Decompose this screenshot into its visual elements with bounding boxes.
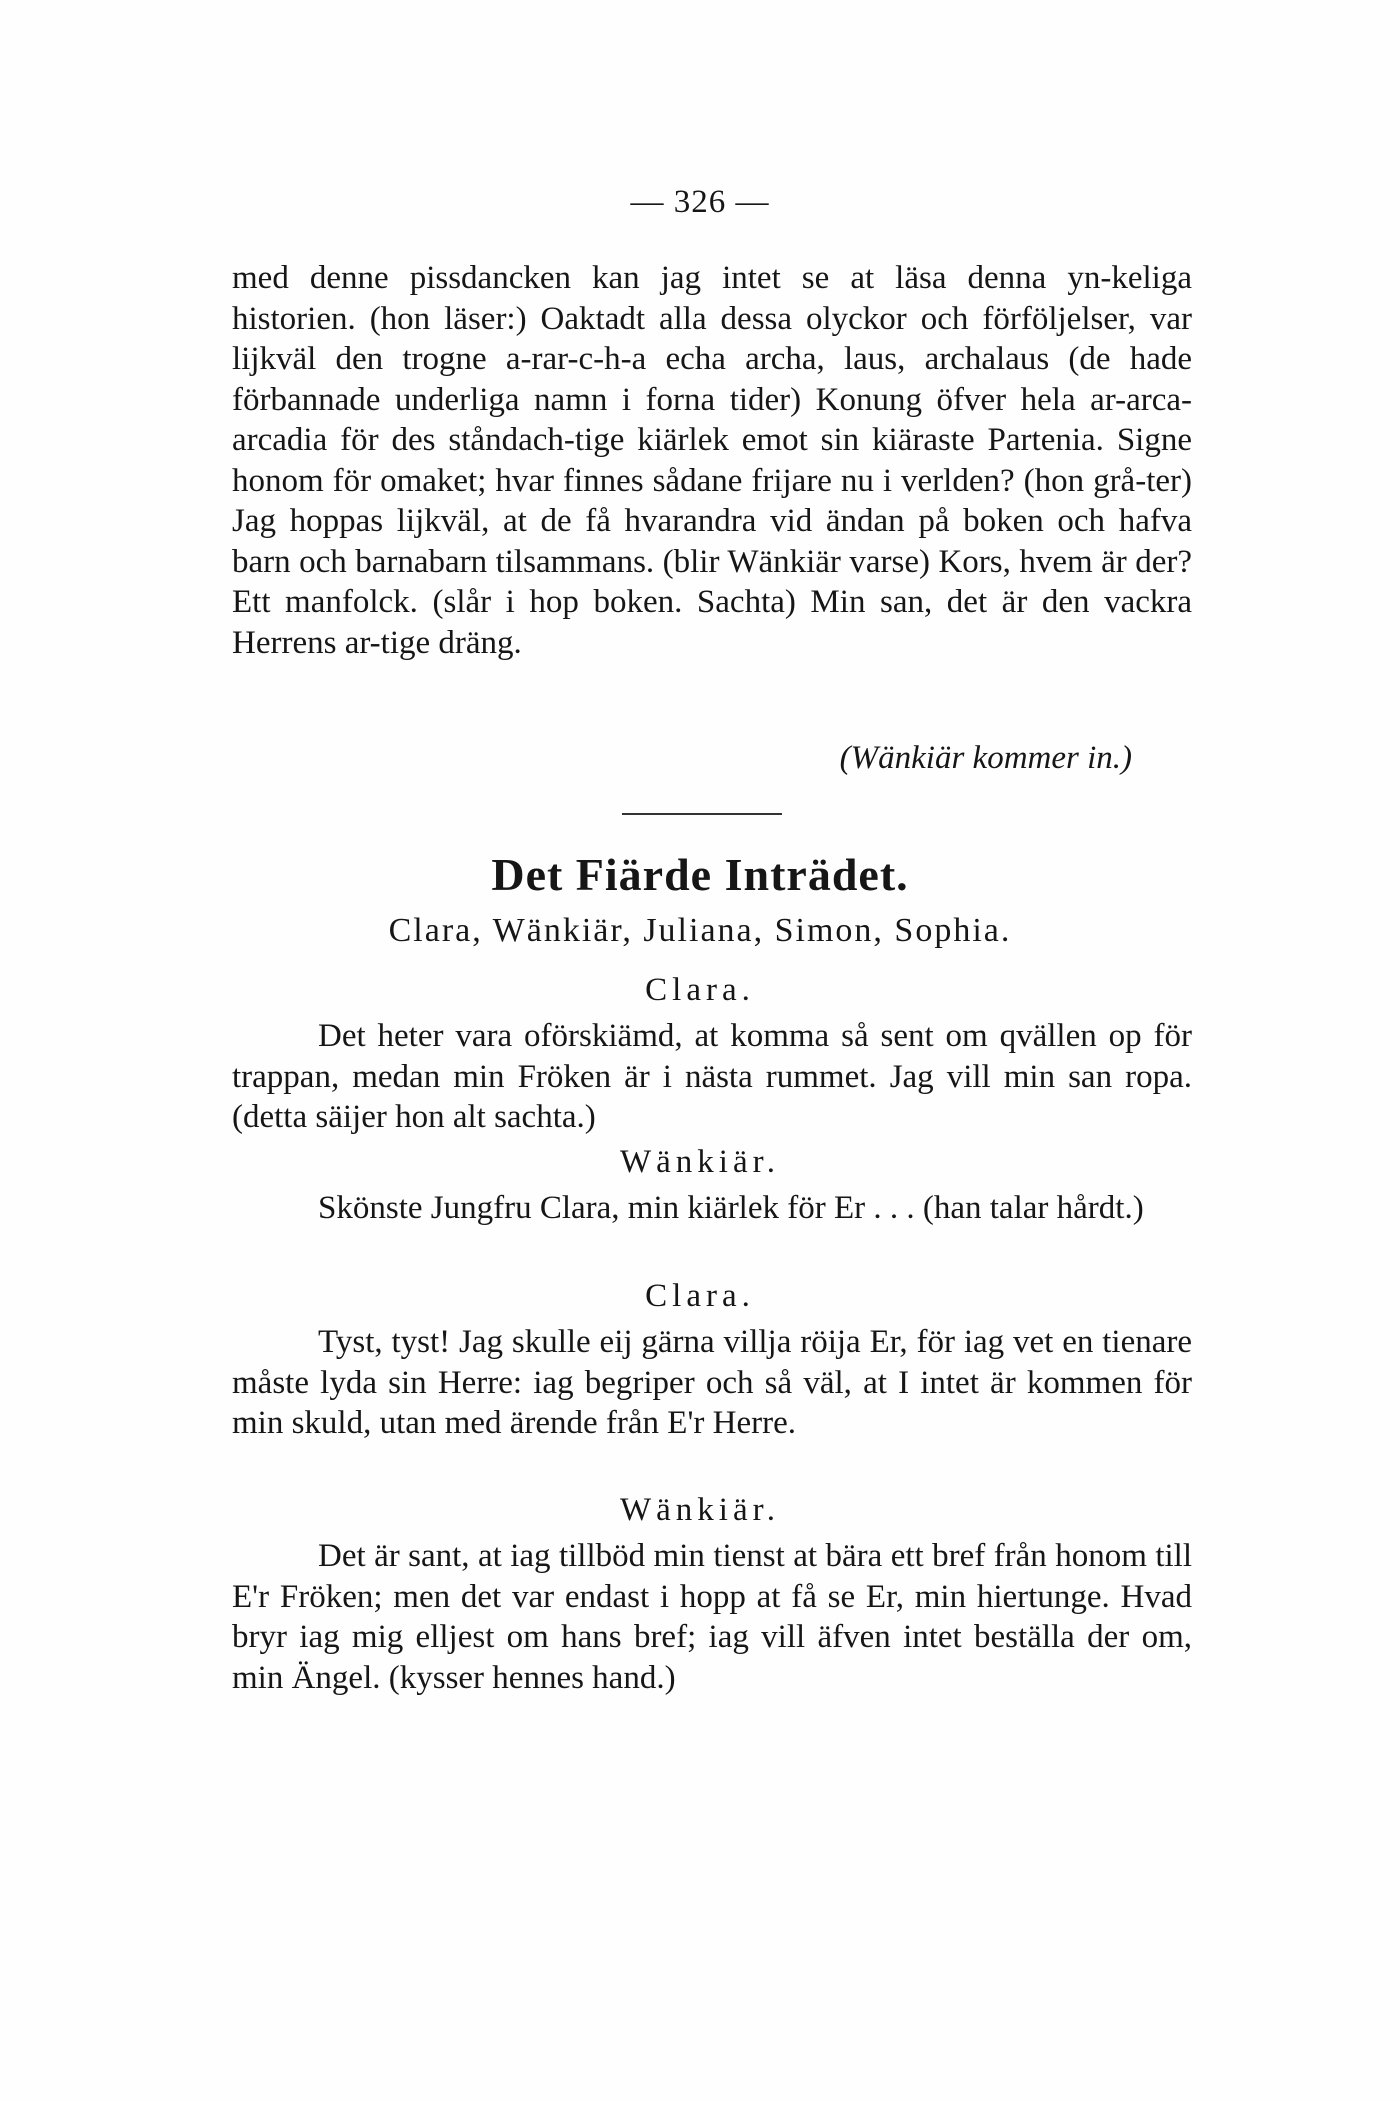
dialogue-text: Tyst, tyst! Jag skulle eij gärna villja röija Er, för iag vet en tienare måste lyda sin Herre: iag begriper och så väl, at I intet är kommen för min skuld, utan med ärende från E'r Herre. bbox=[232, 1324, 1192, 1441]
scene-title: Det Fiärde Inträdet. bbox=[491, 849, 909, 900]
stage-direction: (Wänkiär kommer in.) bbox=[839, 740, 1132, 776]
section-divider bbox=[622, 813, 782, 815]
speaker-name: Wänkiär. bbox=[619, 1492, 781, 1528]
speaker-name: Clara. bbox=[645, 1278, 755, 1314]
speaker-name: Wänkiär. bbox=[619, 1144, 781, 1180]
dialogue-text: Det heter vara oförskiämd, at komma så sent om qvällen op för trappan, medan min Fröken är i nästa rummet. Jag vill min san ropa. (detta säijer hon alt sachta.) bbox=[232, 1018, 1192, 1135]
continuation-paragraph bbox=[232, 258, 1192, 663]
cast-list: Clara, Wänkiär, Juliana, Simon, Sophia. bbox=[388, 912, 1012, 949]
dialogue-text: Det är sant, at iag tillböd min tienst at bära ett bref från honom till E'r Fröken; men det var endast i hopp at få se Er, min hiertunge. Hvad bryr iag mig elljest om hans bref; iag vill äfven intet beställa der om, min Ängel. (kysser hennes hand.) bbox=[232, 1538, 1192, 1696]
page-number: — 326 — bbox=[630, 184, 770, 220]
speaker-name: Clara. bbox=[645, 972, 755, 1008]
dialogue-text: Skönste Jungfru Clara, min kiärlek för Er . . . (han talar hårdt.) bbox=[318, 1190, 1144, 1226]
continuation-text: med denne pissdancken kan jag intet se at läsa denna yn-keliga historien. (hon läser:) Oaktadt alla dessa olyckor och förföljelser, var lijkväl den trogne a-rar-c-h-a echa archa, laus, archalaus (de hade förbannade underliga namn i forna tider) Konung öfver hela ar-arca-arcadia för des ståndach-tige kiärlek emot sin kiäraste Partenia. Signe honom för omaket; hvar finnes sådane frijare nu i verlden? (hon grå-ter) Jag hoppas lijkväl, at de få hvarandra vid ändan på boken och hafva barn och barnabarn tilsammans. (blir Wänkiär varse) Kors, hvem är der? Ett manfolck. (slår i hop boken. Sachta) Min san, det är den vackra Herrens ar-tige dräng. bbox=[232, 260, 1192, 661]
